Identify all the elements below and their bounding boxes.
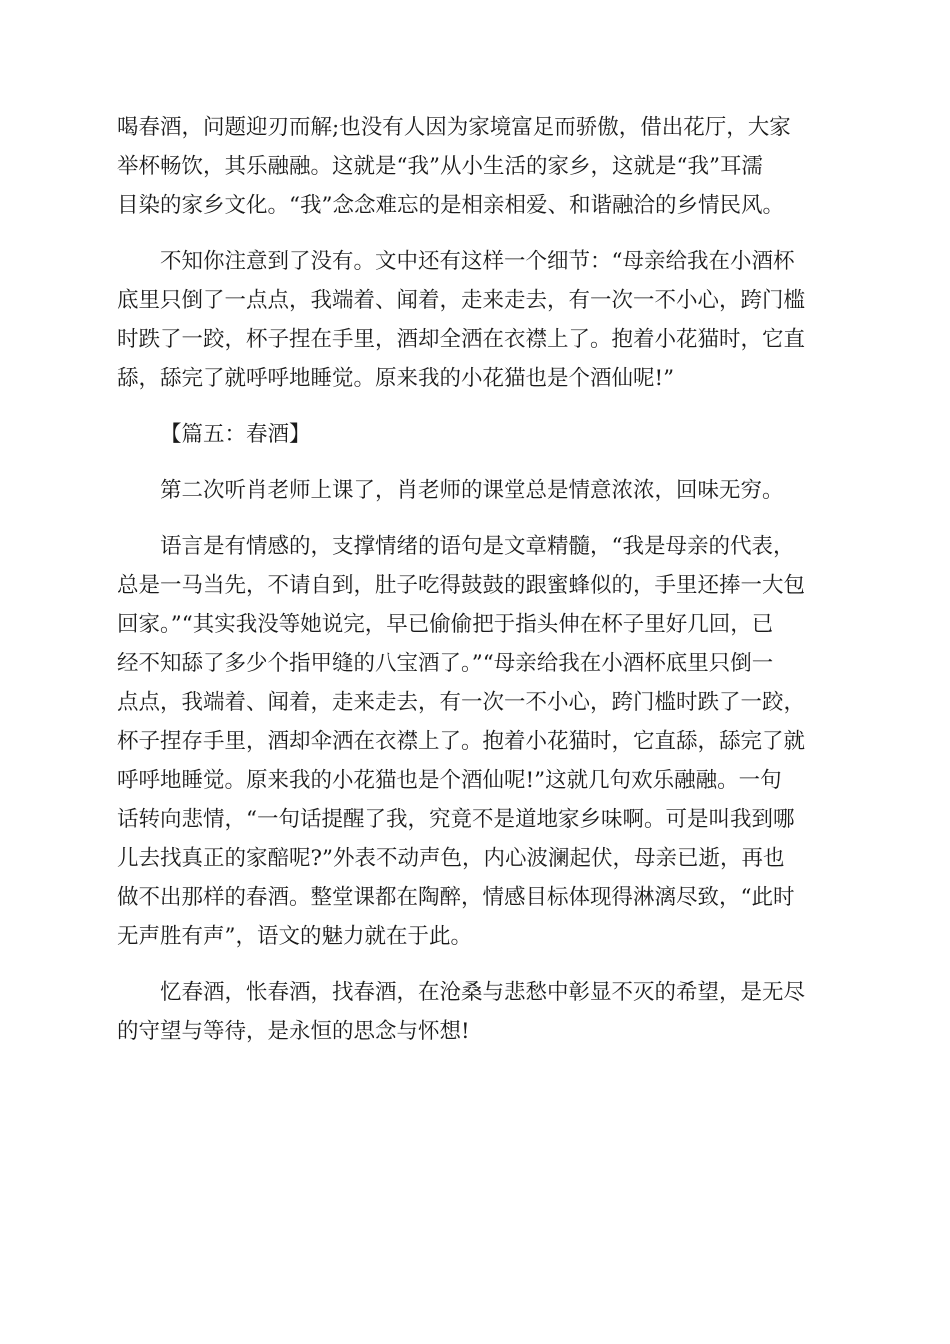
text-line: 总是一马当先，不请自到，肚子吃得鼓鼓的跟蜜蜂似的，手里还捧一大包 bbox=[117, 573, 806, 598]
text-line: 呼呼地睡觉。原来我的小花猫也是个酒仙呢!”这就几句欢乐融融。一句 bbox=[117, 768, 782, 793]
text-line: 话转向悲情，“一句话提醒了我，究竟不是道地家乡味啊。可是叫我到哪 bbox=[117, 807, 795, 832]
text-line: 时跌了一跤，杯子捏在手里，酒却全洒在衣襟上了。抱着小花猫时，它直 bbox=[117, 327, 806, 352]
text-line: 回家。”“其实我没等她说完，早已偷偷把于指头伸在杯子里好几回，已 bbox=[117, 612, 774, 637]
text-line: 杯子捏存手里，酒却伞洒在衣襟上了。抱着小花猫时，它直舔，舔完了就 bbox=[117, 729, 806, 754]
text-line: 做不出那样的春酒。整堂课都在陶醉，情感目标体现得淋漓尽致，“此时 bbox=[117, 885, 795, 910]
section-heading: 【篇五：春酒】 bbox=[160, 422, 311, 447]
text-line: 第二次听肖老师上课了，肖老师的课堂总是情意浓浓，回味无穷。 bbox=[160, 478, 784, 503]
text-line: 舔，舔完了就呼呼地睡觉。原来我的小花猫也是个酒仙呢!” bbox=[117, 366, 675, 391]
paragraph-3 bbox=[117, 471, 833, 510]
paragraph-4 bbox=[117, 527, 833, 956]
text-line: 喝春酒，问题迎刃而解;也没有人因为家境富足而骄傲，借出花厅，大家 bbox=[117, 115, 791, 140]
text-line: 语言是有情感的，支撑情绪的语句是文章精髓，“我是母亲的代表， bbox=[160, 534, 795, 559]
text-line: 不知你注意到了没有。文中还有这样一个细节：“母亲给我在小酒杯 bbox=[160, 249, 795, 274]
text-line: 儿去找真正的家醅呢?”外表不动声色，内心波澜起伏，母亲已逝，再也 bbox=[117, 846, 785, 871]
text-line: 目染的家乡文化。“我”念念难忘的是相亲相爱、和谐融洽的乡情民风。 bbox=[117, 193, 784, 218]
text-line: 举杯畅饮，其乐融融。这就是“我”从小生活的家乡，这就是“我”耳濡 bbox=[117, 154, 763, 179]
paragraph-1 bbox=[117, 108, 833, 225]
paragraph-5 bbox=[117, 973, 833, 1051]
document-page bbox=[117, 108, 833, 1068]
paragraph-2 bbox=[117, 242, 833, 398]
text-line: 忆春酒，怅春酒，找春酒，在沧桑与悲愁中彰显不灭的希望，是无尽 bbox=[160, 980, 806, 1005]
text-line: 无声胜有声”，语文的魅力就在于此。 bbox=[117, 924, 472, 949]
text-line: 经不知舔了多少个指甲缝的八宝酒了。”“母亲给我在小酒杯底里只倒一 bbox=[117, 651, 774, 676]
text-line: 点点，我端着、闻着，走来走去，有一次一不小心，跨门槛时跌了一跤， bbox=[117, 690, 806, 715]
text-line: 底里只倒了一点点，我端着、闻着，走来走去，有一次一不小心，跨门槛 bbox=[117, 288, 806, 313]
text-line: 的守望与等待，是永恒的思念与怀想! bbox=[117, 1019, 470, 1044]
